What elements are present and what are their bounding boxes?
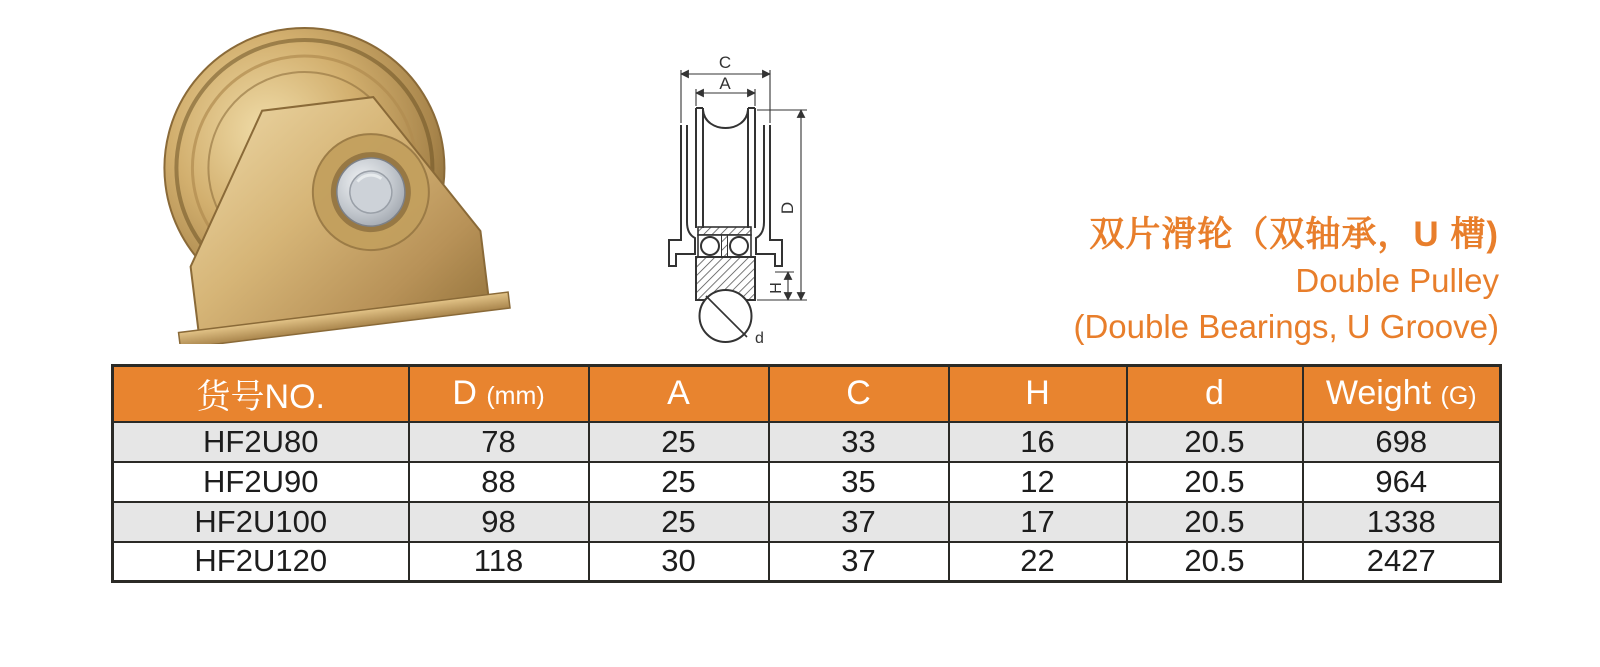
cell-A: 25 xyxy=(589,422,769,462)
cell-model: HF2U90 xyxy=(113,462,409,502)
table-row xyxy=(113,502,1501,542)
cell-C: 33 xyxy=(769,422,949,462)
bearing-right xyxy=(730,237,748,255)
col-header-A: A xyxy=(589,366,769,422)
cell-D: 88 xyxy=(409,462,589,502)
cell-weight: 1338 xyxy=(1303,502,1501,542)
cell-model: HF2U100 xyxy=(113,502,409,542)
cell-C: 35 xyxy=(769,462,949,502)
cell-A: 30 xyxy=(589,542,769,582)
product-title-zh: 双片滑轮（双轴承，U 槽) xyxy=(1089,215,1499,254)
cell-C: 37 xyxy=(769,542,949,582)
cell-weight: 698 xyxy=(1303,422,1501,462)
cell-d: 20.5 xyxy=(1127,502,1303,542)
col-header-D: D (mm) xyxy=(409,366,589,422)
cell-D: 118 xyxy=(409,542,589,582)
table-row xyxy=(113,542,1501,582)
technical-drawing xyxy=(643,40,895,352)
cell-weight: 964 xyxy=(1303,462,1501,502)
cell-C: 37 xyxy=(769,502,949,542)
product-photo-svg xyxy=(122,18,522,344)
cell-H: 22 xyxy=(949,542,1127,582)
cell-d: 20.5 xyxy=(1127,422,1303,462)
dim-label-A: A xyxy=(719,74,731,93)
col-header-model: 货号NO. xyxy=(113,366,409,422)
col-header-H: H xyxy=(949,366,1127,422)
bearing-left xyxy=(701,237,719,255)
cell-A: 25 xyxy=(589,502,769,542)
cell-D: 98 xyxy=(409,502,589,542)
dim-label-C: C xyxy=(718,53,732,72)
cell-A: 25 xyxy=(589,462,769,502)
technical-drawing-svg xyxy=(643,40,895,352)
table-row xyxy=(113,462,1501,502)
cell-H: 12 xyxy=(949,462,1127,502)
cell-H: 16 xyxy=(949,422,1127,462)
bearing-spacer xyxy=(722,235,728,257)
spec-table xyxy=(111,364,1502,583)
cell-H: 17 xyxy=(949,502,1127,542)
product-title-en: Double Pulley xyxy=(1295,262,1499,299)
cell-weight: 2427 xyxy=(1303,542,1501,582)
product-subtitle-en: (Double Bearings, U Groove) xyxy=(1073,308,1499,345)
col-header-d: d xyxy=(1127,366,1303,422)
table-header-row xyxy=(113,366,1501,422)
dim-label-d: d xyxy=(755,330,764,347)
cell-d: 20.5 xyxy=(1127,462,1303,502)
cell-D: 78 xyxy=(409,422,589,462)
dim-label-D: D xyxy=(778,201,797,215)
dim-label-H: H xyxy=(768,282,785,294)
col-header-weight: Weight (G) xyxy=(1303,366,1501,422)
cell-d: 20.5 xyxy=(1127,542,1303,582)
cell-model: HF2U80 xyxy=(113,422,409,462)
bearing-housing-strip xyxy=(698,227,751,235)
col-header-C: C xyxy=(769,366,949,422)
product-photo xyxy=(122,18,522,344)
table-row xyxy=(113,422,1501,462)
title-block xyxy=(1073,212,1499,350)
cell-model: HF2U120 xyxy=(113,542,409,582)
